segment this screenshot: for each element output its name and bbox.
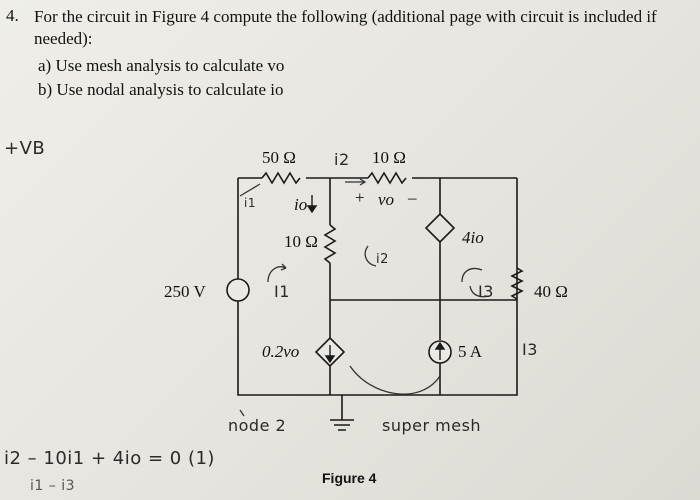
hand-equation: i2 – 10i1 + 4io = 0 (1) — [4, 448, 215, 469]
label-vo-minus: – — [408, 188, 417, 207]
label-02vo: 0.2vo — [262, 342, 300, 361]
hand-mesh-i1: I1 — [274, 282, 290, 301]
hand-i3-right: I3 — [522, 340, 538, 359]
hand-i2-top: i2 — [334, 150, 350, 169]
hand-bottom-fragment: i1 – i3 — [30, 478, 75, 494]
hand-vb: +VB — [4, 138, 46, 159]
label-r50: 50 Ω — [262, 148, 296, 167]
ground-symbol — [330, 420, 354, 430]
hand-node2: node 2 — [228, 416, 287, 435]
question-prompt-line2: needed): — [34, 29, 93, 48]
dep-voltage-source — [426, 214, 454, 242]
supermesh-curve — [350, 366, 440, 394]
io-arrow — [308, 206, 316, 212]
label-vo-plus: + — [355, 188, 365, 207]
label-r10-top: 10 Ω — [372, 148, 406, 167]
mesh3-arrow — [462, 269, 482, 283]
i2-arrow — [345, 179, 365, 185]
question-prompt-line1: For the circuit in Figure 4 compute the following (additional page with circuit is included if — [34, 7, 657, 26]
hand-mesh-i3: I3 — [478, 282, 494, 301]
resistor-40 — [512, 268, 522, 299]
label-io: io — [294, 195, 308, 214]
source-250v — [227, 279, 249, 301]
label-r10-mid: 10 Ω — [284, 232, 318, 251]
resistor-50 — [262, 173, 300, 183]
figure-caption: Figure 4 — [322, 470, 377, 486]
question-number: 4. — [6, 6, 19, 25]
mesh2-arrow — [365, 246, 376, 266]
hand-i1-corner: i1 — [244, 196, 256, 210]
resistor-10-top — [368, 173, 406, 183]
hand-mesh-i2: i2 — [376, 252, 389, 267]
label-5a: 5 A — [458, 342, 483, 361]
label-250v: 250 V — [164, 282, 206, 301]
label-4io: 4io — [462, 228, 484, 247]
resistor-10-mid — [325, 225, 335, 263]
question-part-b: b) Use nodal analysis to calculate io — [38, 80, 284, 99]
hand-supermesh: super mesh — [382, 416, 482, 435]
label-r40: 40 Ω — [534, 282, 568, 301]
question-part-a: a) Use mesh analysis to calculate vo — [38, 56, 285, 75]
label-vo: vo — [378, 190, 395, 209]
